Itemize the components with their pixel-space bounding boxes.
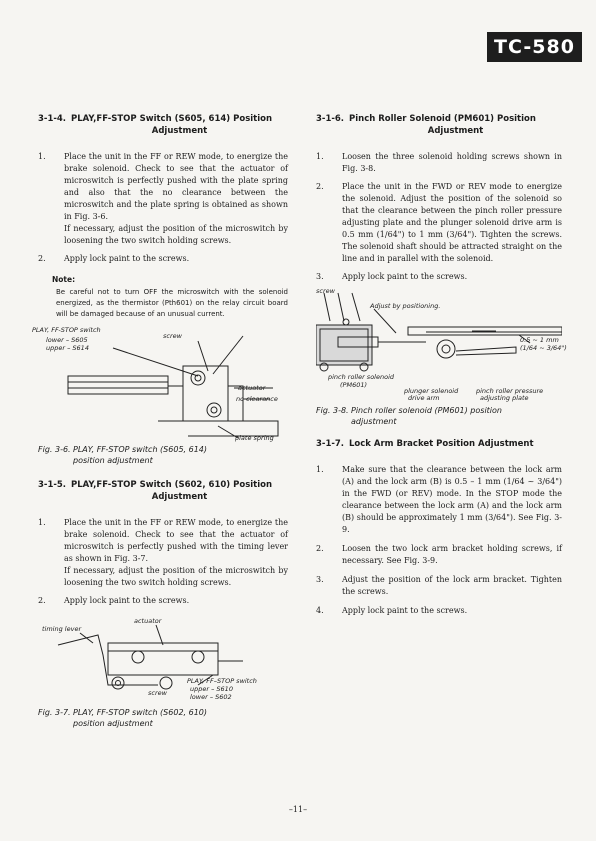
item-number: 3. — [316, 272, 324, 281]
fig-label: actuator — [134, 617, 162, 625]
fig-label: pinch roller solenoid — [328, 373, 395, 381]
fig-label: no clearance — [236, 395, 278, 403]
section-heading-3-1-7 — [316, 438, 562, 450]
fig-label: plunger solenoid — [404, 387, 459, 395]
list-item — [316, 464, 562, 536]
fig-label: pinch roller pressure — [476, 387, 544, 395]
item-number: 1. — [38, 152, 46, 161]
section-number: 3-1-4. — [38, 114, 67, 124]
item-number: 1. — [316, 152, 324, 161]
section-number: 3-1-7. — [316, 439, 345, 449]
section-title: PLAY,FF-STOP Switch (S602, 610) Position — [71, 480, 273, 490]
fig-label: screw — [316, 287, 335, 295]
item-number: 4. — [316, 606, 324, 615]
list-item — [38, 517, 288, 589]
fig-label: lower – S602 — [190, 693, 232, 701]
item-number: 1. — [316, 465, 324, 474]
list-item — [316, 271, 562, 283]
figure-number: Fig. 3-8. — [316, 406, 349, 415]
item-text: If necessary, adjust the position of the microswitch by loosening the two switch holding screws. — [64, 224, 288, 245]
item-text: Make sure that the clearance between the lock arm (A) and the lock arm (B) is 0.5 – 1 mm (1/64 ~ 3/64") in the FWD (or REV) mode. In the STOP mode the clearance between the lock arm (A) and the lock arm (B) should be approximately 1 mm (3/64"). See Fig. 3-9. — [342, 465, 562, 534]
item-text: Apply lock paint to the screws. — [64, 254, 190, 263]
fig-label: upper – S614 — [46, 344, 89, 352]
figure-3-6 — [32, 326, 288, 444]
fig-label: timing lever — [42, 625, 82, 633]
fig-label: actuator — [238, 384, 266, 392]
caption-text: position adjustment — [73, 719, 153, 728]
figure-caption — [38, 707, 288, 729]
section-title: Lock Arm Bracket Position Adjustment — [349, 439, 534, 449]
item-text: Apply lock paint to the screws. — [342, 272, 468, 281]
list-item — [38, 595, 288, 607]
section-title-cont: Adjustment — [151, 126, 208, 136]
list-item — [316, 574, 562, 598]
section-title: PLAY,FF-STOP Switch (S605, 614) Position — [71, 114, 273, 124]
fig-label: screw — [148, 689, 167, 697]
item-number: 2. — [316, 544, 324, 553]
item-text: Loosen the two lock arm bracket holding screws, if necessary. See Fig. 3-9. — [342, 544, 562, 565]
fig-label: (PM601) — [340, 381, 368, 389]
section-heading-3-1-6 — [316, 113, 562, 137]
caption-text: Pinch roller solenoid (PM601) position — [351, 406, 502, 415]
fig-label: PLAY, FF-STOP switch — [32, 326, 101, 334]
figure-number: Fig. 3-6. — [38, 445, 71, 454]
list-item — [38, 253, 288, 265]
item-text: Place the unit in the FF or REW mode, to energize the brake solenoid. Check to see that the actuator of microswitch is perfectly pushed with the plate spring and also that the no clearance between the microswitch and the plate spring is obtained as shown in Fig. 3-6. — [64, 152, 288, 221]
fig-label: (1/64 ~ 3/64") — [520, 344, 567, 352]
fig-label: upper – S610 — [190, 685, 233, 693]
fig-label: Adjust by positioning. — [370, 302, 441, 310]
note-text: Be careful not to turn OFF the microswitch with the solenoid energized, as the thermistor (Pth601) on the relay circuit board will be damaged because of an unusual current. — [56, 288, 288, 318]
item-number: 2. — [38, 254, 46, 263]
item-number: 3. — [316, 575, 324, 584]
section-title-cont: Adjustment — [427, 126, 484, 136]
list-item — [316, 605, 562, 617]
fig-label: lower – S605 — [46, 336, 88, 344]
right-column — [316, 113, 567, 617]
figure-number: Fig. 3-7. — [38, 708, 71, 717]
item-text: If necessary, adjust the position of the microswitch by loosening the two switch holding screws. — [64, 566, 288, 587]
caption-text: position adjustment — [73, 456, 153, 465]
left-column — [32, 113, 288, 729]
note-heading: Note: — [52, 275, 76, 284]
section-number: 3-1-6. — [316, 114, 345, 124]
fig-label: plate spring — [235, 434, 274, 442]
section-heading-3-1-4 — [38, 113, 288, 137]
list-item — [316, 181, 562, 265]
fig-label: drive arm — [408, 394, 440, 402]
figure-caption — [38, 444, 288, 466]
fig-label: screw — [163, 332, 182, 340]
figure-3-7 — [38, 615, 288, 703]
item-number: 2. — [316, 182, 324, 191]
fig-label: PLAY, FF–STOP switch — [187, 677, 257, 685]
section-number: 3-1-5. — [38, 480, 67, 490]
item-text: Place the unit in the FF or REW mode, to energize the brake solenoid. Check to see that the actuator of microswitch is perfectly pushed with the timing lever as shown in Fig. 3-7. — [64, 518, 288, 563]
item-text: Apply lock paint to the screws. — [342, 606, 468, 615]
item-text: Place the unit in the FWD or REV mode to energize the solenoid. Adjust the position of the solenoid so that the clearance between the pinch roller pressure adjusting plate and the plunger solenoid drive arm is 0.5 mm (1/64") to 1 mm (3/64"). Tighten the screws. The solenoid shaft should be attracted straight on the line and in parallel with the solenoid. — [342, 182, 562, 263]
item-text: Apply lock paint to the screws. — [64, 596, 190, 605]
item-text: Adjust the position of the lock arm bracket. Tighten the screws. — [342, 575, 562, 596]
list-item — [38, 151, 288, 247]
caption-text: adjustment — [351, 417, 397, 426]
section-title-cont: Adjustment — [151, 492, 208, 502]
figure-caption — [316, 405, 562, 427]
figure-3-8 — [316, 287, 567, 402]
fig-label: adjusting plate — [480, 394, 529, 402]
item-number: 1. — [38, 518, 46, 527]
model-badge: TC-580 — [487, 32, 582, 62]
list-item — [316, 151, 562, 175]
item-text: Loosen the three solenoid holding screws shown in Fig. 3-8. — [342, 152, 562, 173]
section-title: Pinch Roller Solenoid (PM601) Position — [349, 114, 536, 124]
caption-text: PLAY, FF-STOP switch (S605, 614) — [73, 445, 208, 454]
fig-label: 0.5 ~ 1 mm — [520, 336, 559, 344]
section-heading-3-1-5 — [38, 479, 288, 503]
item-number: 2. — [38, 596, 46, 605]
page-number: –11– — [288, 805, 308, 814]
caption-text: PLAY, FF-STOP switch (S602, 610) — [73, 708, 208, 717]
list-item — [316, 543, 562, 567]
